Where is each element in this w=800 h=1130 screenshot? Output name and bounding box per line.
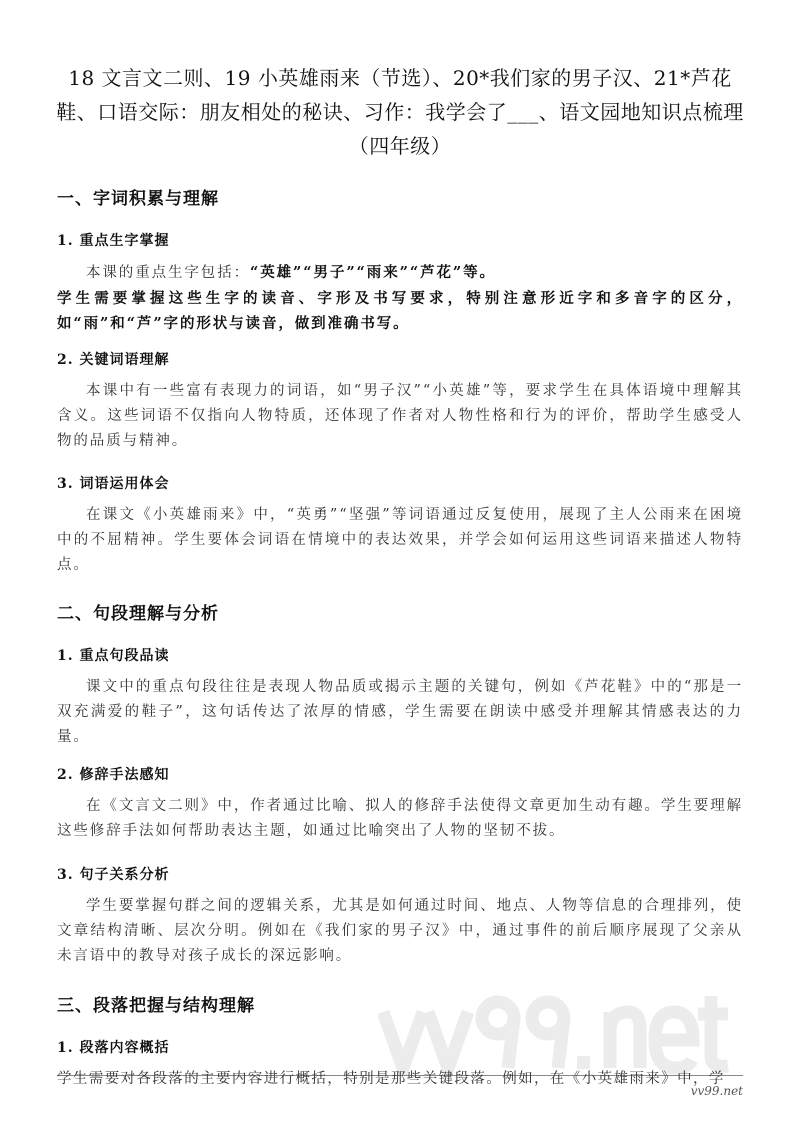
paragraph-bold: 学生需要掌握这些生字的读音、字形及书写要求，特别注意形近字和多音字的区分，如“雨”和“芦”字的形状与读音，做到准确书写。 xyxy=(57,290,743,332)
paragraph xyxy=(57,260,743,286)
subheading: 1. 段落内容概括 xyxy=(57,1040,170,1056)
paragraph: 课文中的重点句段往往是表现人物品质或揭示主题的关键句，例如《芦花鞋》中的“那是一双充满爱的鞋子”，这句话传达了浓厚的情感，学生需要在朗读中感受并理解其情感表达的力量。 xyxy=(57,679,743,745)
document-title: 18 文言文二则、19 小英雄雨来（节选）、20*我们家的男子汉、21*芦花鞋、口语交际：朋友相处的秘诀、习作：我学会了___、语文园地知识点梳理（四年级） xyxy=(56,66,744,158)
footer-site: vv99.net xyxy=(690,1084,743,1098)
subheading: 1. 重点生字掌握 xyxy=(57,233,170,249)
subheading: 3. 词语运用体会 xyxy=(57,476,170,492)
paragraph: 在课文《小英雄雨来》中，“英勇”“坚强”等词语通过反复使用，展现了主人公雨来在困境中的不屈精神。学生要体会词语在情境中的表达效果，并学会如何运用这些词语来描述人物特点。 xyxy=(57,507,743,573)
paragraph: 本课中有一些富有表现力的词语，如“男子汉”“小英雄”等，要求学生在具体语境中理解其含义。这些词语不仅指向人物特质，还体现了作者对人物性格和行为的评价，帮助学生感受人物的品质与精神。 xyxy=(57,383,743,449)
subheading: 1. 重点句段品读 xyxy=(57,648,170,664)
paragraph: 学生需要对各段落的主要内容进行概括，特别是那些关键段落。例如，在《小英雄雨来》中，学 xyxy=(57,1071,725,1087)
document-body xyxy=(57,61,743,1092)
paragraph: 在《文言文二则》中，作者通过比喻、拟人的修辞手法使得文章更加生动有趣。学生要理解这些修辞手法如何帮助表达主题，如通过比喻突出了人物的坚韧不拔。 xyxy=(57,798,743,839)
paragraph-lead: 本课的重点生字包括： xyxy=(86,265,250,281)
section-heading-1: 一、字词积累与理解 xyxy=(57,189,219,209)
paragraph: 学生要掌握句群之间的逻辑关系，尤其是如何通过时间、地点、人物等信息的合理排列，使文章结构清晰、层次分明。例如在《我们家的男子汉》中，通过事件的前后顺序展现了父亲从未言语中的教导对孩子成长的深远影响。 xyxy=(57,898,743,964)
subheading: 2. 关键词语理解 xyxy=(57,352,170,368)
section-heading-2: 二、句段理解与分析 xyxy=(57,604,219,624)
section-heading-3: 三、段落把握与结构理解 xyxy=(57,996,255,1016)
subheading: 3. 句子关系分析 xyxy=(57,867,170,883)
subheading: 2. 修辞手法感知 xyxy=(57,767,170,783)
key-characters: “英雄”“男子”“雨来”“芦花”等。 xyxy=(250,264,496,281)
